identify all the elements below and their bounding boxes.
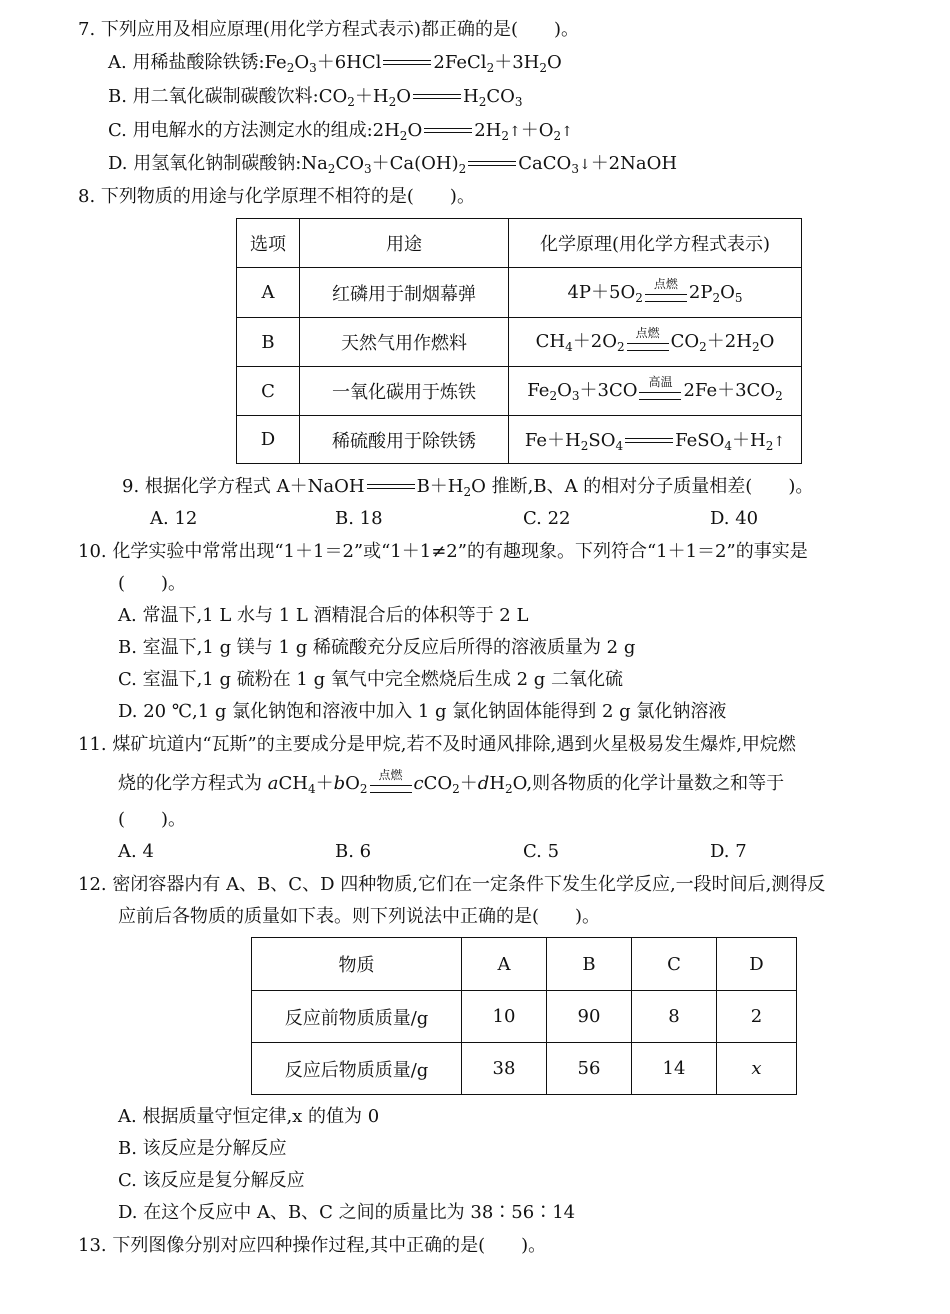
q8-header-option: 选项 <box>237 219 300 268</box>
q8-stem: 8. 下列物质的用途与化学原理不相符的是( )。 <box>78 186 475 207</box>
q9-choice-b: B. 18 <box>335 508 383 529</box>
q12-header-c: C <box>632 938 717 991</box>
q7-option-c-label: C. 用电解水的方法测定水的组成: <box>108 120 373 141</box>
q12-row2-label: 反应后物质质量/g <box>252 1043 462 1095</box>
q12-row2-c: 14 <box>632 1043 717 1095</box>
q10-option-c: C. 室温下,1 g 硫粉在 1 g 氧气中完全燃烧后生成 2 g 二氧化硫 <box>118 669 623 690</box>
q12-option-d: D. 在这个反应中 A、B、C 之间的质量比为 38∶56∶14 <box>118 1202 576 1223</box>
reaction-condition: 点燃 <box>368 769 414 799</box>
q7-option-b-label: B. 用二氧化碳制碳酸饮料: <box>108 86 319 107</box>
q8-row-c-use: 一氧化碳用于炼铁 <box>300 367 509 416</box>
q12-row1-c: 8 <box>632 991 717 1043</box>
q8-row-d-option: D <box>237 416 300 464</box>
table-row <box>237 367 802 416</box>
q12-row1-b: 90 <box>547 991 632 1043</box>
q7-option-c: C. 用电解水的方法测定水的组成$:2H_2O$ $2H_2↑+O_2↑$ <box>108 120 573 143</box>
equal-sign <box>623 436 675 446</box>
q11-stem-line2-post: ,则各物质的化学计量数之和等于 <box>526 773 785 794</box>
q8-row-a-equation: $4P+5O_2$ 点燃 $2P_2O_5$ <box>509 268 802 318</box>
gas-arrow-icon: ↑ <box>773 434 786 450</box>
q9-stem: 9. 根据化学方程式 A＋NaOH $B+H_2O$ 推断,B、A 的相对分子质量相差( )。 <box>122 476 814 499</box>
table-row <box>237 318 802 367</box>
q7-option-a: A. 用稀盐酸除铁锈$:Fe_2O_3+6HCl$ $2FeCl_2+3H_2O$ <box>108 52 562 75</box>
q12-header-d: D <box>717 938 797 991</box>
q12-row1-label: 反应前物质质量/g <box>252 991 462 1043</box>
q8-row-c-option: C <box>237 367 300 416</box>
q12-table-header-row <box>252 938 797 991</box>
q11-choice-b: B. 6 <box>335 841 372 862</box>
q8-header-use: 用途 <box>300 219 509 268</box>
q9-choice-d: D. 40 <box>710 508 759 529</box>
table-row <box>237 416 802 464</box>
q12-header-substance: 物质 <box>252 938 462 991</box>
q12-row2-a: 38 <box>462 1043 547 1095</box>
reaction-condition: 点燃 <box>643 278 689 308</box>
q7-option-a-label: A. 用稀盐酸除铁锈: <box>108 52 265 73</box>
q7-option-d-label: D. 用氢氧化钠制碳酸钠: <box>108 153 302 174</box>
q9-stem-pre: 9. 根据化学方程式 A＋NaOH <box>122 476 365 497</box>
q8-row-d-use: 稀硫酸用于除铁锈 <box>300 416 509 464</box>
equal-sign <box>466 159 518 169</box>
q10-stem-line1: 10. 化学实验中常常出现“1＋1＝2”或“1＋1≠2”的有趣现象。下列符合“1＋1＝2”的事实是 <box>78 541 808 562</box>
table-row <box>237 268 802 318</box>
q12-stem-line2: 应前后各物质的质量如下表。则下列说法中正确的是( )。 <box>118 906 601 927</box>
q11-choice-c: C. 5 <box>523 841 560 862</box>
q10-option-b: B. 室温下,1 g 镁与 1 g 稀硫酸充分反应后所得的溶液质量为 2 g <box>118 637 636 658</box>
q8-table-header-row <box>237 219 802 268</box>
q11-stem-line1: 11. 煤矿坑道内“瓦斯”的主要成分是甲烷,若不及时通风排除,遇到火星极易发生爆炸,甲烷燃 <box>78 734 796 755</box>
gas-arrow-icon: ↑ <box>561 124 573 140</box>
q8-row-b-equation: $CH_4+2O_2$ 点燃 $CO_2+2H_2O$ <box>509 318 802 367</box>
q12-option-a: A. 根据质量守恒定律,x 的值为 0 <box>118 1106 380 1127</box>
equal-sign <box>381 58 433 68</box>
equal-sign <box>422 126 474 136</box>
q10-option-d: D. 20 ℃,1 g 氯化钠饱和溶液中加入 1 g 氯化钠固体能得到 2 g 氯化钠溶液 <box>118 701 727 722</box>
reaction-condition: 高温 <box>637 376 683 406</box>
q8-table <box>236 218 802 464</box>
reaction-condition: 点燃 <box>625 327 671 357</box>
equal-sign <box>365 482 417 492</box>
q12-stem-line1: 12. 密闭容器内有 A、B、C、D 四种物质,它们在一定条件下发生化学反应,一段时间后,测得反 <box>78 874 826 895</box>
q10-stem-line2: ( )。 <box>118 573 187 594</box>
q9-choice-c: C. 22 <box>523 508 571 529</box>
q11-choice-a: A. 4 <box>118 841 154 862</box>
q10-option-a: A. 常温下,1 L 水与 1 L 酒精混合后的体积等于 2 L <box>118 605 529 626</box>
q12-row1-a: 10 <box>462 991 547 1043</box>
q7-stem: 7. 下列应用及相应原理(用化学方程式表示)都正确的是( )。 <box>78 19 579 40</box>
q12-option-c: C. 该反应是复分解反应 <box>118 1170 305 1191</box>
q11-stem-line2-pre: 烧的化学方程式为 <box>118 773 262 794</box>
gas-arrow-icon: ↑ <box>509 124 521 140</box>
q7-option-d: D. 用氢氧化钠制碳酸钠$:Na_2CO_3+Ca(OH)_2$ CaCO$_3$↓＋2NaOH <box>108 153 678 176</box>
q9-stem-post: 推断,B、A 的相对分子质量相差( )。 <box>491 476 814 497</box>
q12-row1-d: 2 <box>717 991 797 1043</box>
q12-table <box>251 937 797 1095</box>
table-row <box>252 1043 797 1095</box>
q12-option-b: B. 该反应是分解反应 <box>118 1138 287 1159</box>
q11-choice-d: D. 7 <box>710 841 747 862</box>
table-row <box>252 991 797 1043</box>
q13-stem: 13. 下列图像分别对应四种操作过程,其中正确的是( )。 <box>78 1235 547 1256</box>
q12-row2-b: 56 <box>547 1043 632 1095</box>
q11-stem-line3: ( )。 <box>118 809 187 830</box>
q12-header-b: B <box>547 938 632 991</box>
q8-row-b-option: B <box>237 318 300 367</box>
q12-row2-d: x <box>717 1043 797 1095</box>
q9-choice-a: A. 12 <box>150 508 198 529</box>
q8-header-principle: 化学原理(用化学方程式表示) <box>509 219 802 268</box>
equal-sign <box>411 92 463 102</box>
q8-row-b-use: 天然气用作燃料 <box>300 318 509 367</box>
q11-stem-line2: 烧的化学方程式为 $aCH_4+bO_2$ 点燃 $cCO_2+dH_2O$,则各物质的化学计量数之和等于 <box>118 766 784 802</box>
precipitate-arrow-icon: ↓ <box>578 157 591 173</box>
q8-row-a-option: A <box>237 268 300 318</box>
q7-option-b: B. 用二氧化碳制碳酸饮料$:CO_2+H_2O$ $H_2CO_3$ <box>108 86 523 109</box>
q8-row-a-use: 红磷用于制烟幕弹 <box>300 268 509 318</box>
q12-header-a: A <box>462 938 547 991</box>
q8-row-c-equation: $Fe_2O_3+3CO$ 高温 $2Fe+3CO_2$ <box>509 367 802 416</box>
q8-row-d-equation: $Fe+H_2SO_4$ $FeSO_4+H_2↑$ <box>509 416 802 464</box>
